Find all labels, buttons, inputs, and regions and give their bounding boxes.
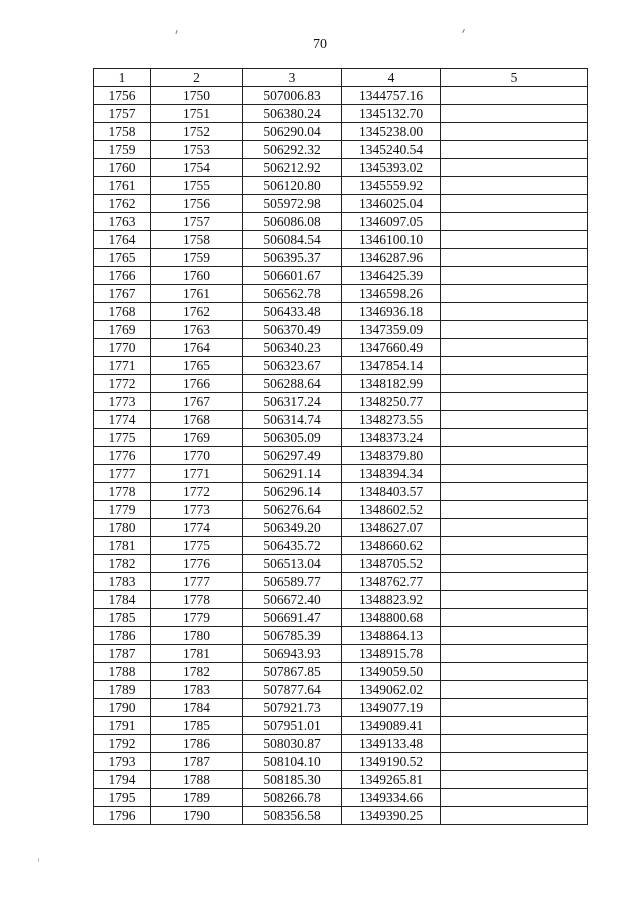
table-row: [94, 555, 588, 573]
x-coordinate-cell: 505972.98: [243, 195, 342, 213]
row-number-cell: 1776: [94, 447, 151, 465]
y-coordinate-cell: 1347660.49: [342, 339, 441, 357]
row-number-cell: 1775: [94, 429, 151, 447]
note-cell: [441, 789, 588, 807]
x-coordinate-cell: 506323.67: [243, 357, 342, 375]
y-coordinate-cell: 1349265.81: [342, 771, 441, 789]
point-number-cell: 1750: [151, 87, 243, 105]
point-number-cell: 1753: [151, 141, 243, 159]
table-row: [94, 771, 588, 789]
table-row: [94, 231, 588, 249]
row-number-cell: 1795: [94, 789, 151, 807]
point-number-cell: 1773: [151, 501, 243, 519]
y-coordinate-cell: 1348915.78: [342, 645, 441, 663]
point-number-cell: 1781: [151, 645, 243, 663]
note-cell: [441, 465, 588, 483]
x-coordinate-cell: 506589.77: [243, 573, 342, 591]
note-cell: [441, 303, 588, 321]
table-row: [94, 285, 588, 303]
table-row: [94, 465, 588, 483]
y-coordinate-cell: 1348394.34: [342, 465, 441, 483]
scan-mark-bottom: [38, 858, 39, 862]
row-number-cell: 1773: [94, 393, 151, 411]
column-header-2: 2: [151, 69, 243, 87]
table-row: [94, 573, 588, 591]
note-cell: [441, 339, 588, 357]
point-number-cell: 1789: [151, 789, 243, 807]
x-coordinate-cell: 506340.23: [243, 339, 342, 357]
point-number-cell: 1764: [151, 339, 243, 357]
note-cell: [441, 483, 588, 501]
table-row: [94, 609, 588, 627]
note-cell: [441, 735, 588, 753]
y-coordinate-cell: 1346287.96: [342, 249, 441, 267]
row-number-cell: 1772: [94, 375, 151, 393]
point-number-cell: 1786: [151, 735, 243, 753]
table-header-row: [94, 69, 588, 87]
y-coordinate-cell: 1347359.09: [342, 321, 441, 339]
table-row: [94, 717, 588, 735]
table-row: [94, 753, 588, 771]
y-coordinate-cell: 1348762.77: [342, 573, 441, 591]
x-coordinate-cell: 506276.64: [243, 501, 342, 519]
row-number-cell: 1791: [94, 717, 151, 735]
point-number-cell: 1757: [151, 213, 243, 231]
table-row: [94, 87, 588, 105]
table-row: [94, 393, 588, 411]
note-cell: [441, 807, 588, 825]
y-coordinate-cell: 1347854.14: [342, 357, 441, 375]
table-row: [94, 807, 588, 825]
row-number-cell: 1757: [94, 105, 151, 123]
point-number-cell: 1756: [151, 195, 243, 213]
row-number-cell: 1794: [94, 771, 151, 789]
row-number-cell: 1789: [94, 681, 151, 699]
y-coordinate-cell: 1348182.99: [342, 375, 441, 393]
note-cell: [441, 429, 588, 447]
y-coordinate-cell: 1345559.92: [342, 177, 441, 195]
y-coordinate-cell: 1345240.54: [342, 141, 441, 159]
row-number-cell: 1758: [94, 123, 151, 141]
x-coordinate-cell: 508030.87: [243, 735, 342, 753]
point-number-cell: 1751: [151, 105, 243, 123]
note-cell: [441, 411, 588, 429]
row-number-cell: 1768: [94, 303, 151, 321]
row-number-cell: 1765: [94, 249, 151, 267]
note-cell: [441, 393, 588, 411]
x-coordinate-cell: 506291.14: [243, 465, 342, 483]
note-cell: [441, 123, 588, 141]
y-coordinate-cell: 1345238.00: [342, 123, 441, 141]
point-number-cell: 1754: [151, 159, 243, 177]
point-number-cell: 1767: [151, 393, 243, 411]
x-coordinate-cell: 506672.40: [243, 591, 342, 609]
row-number-cell: 1774: [94, 411, 151, 429]
row-number-cell: 1767: [94, 285, 151, 303]
row-number-cell: 1764: [94, 231, 151, 249]
y-coordinate-cell: 1346097.05: [342, 213, 441, 231]
table-row: [94, 537, 588, 555]
x-coordinate-cell: 506292.32: [243, 141, 342, 159]
table-row: [94, 249, 588, 267]
table-row: [94, 321, 588, 339]
note-cell: [441, 501, 588, 519]
x-coordinate-cell: 506380.24: [243, 105, 342, 123]
x-coordinate-cell: 506314.74: [243, 411, 342, 429]
table-row: [94, 267, 588, 285]
table-row: [94, 123, 588, 141]
table-row: [94, 447, 588, 465]
note-cell: [441, 195, 588, 213]
note-cell: [441, 645, 588, 663]
y-coordinate-cell: 1348250.77: [342, 393, 441, 411]
x-coordinate-cell: 506433.48: [243, 303, 342, 321]
x-coordinate-cell: 506317.24: [243, 393, 342, 411]
row-number-cell: 1756: [94, 87, 151, 105]
point-number-cell: 1768: [151, 411, 243, 429]
note-cell: [441, 519, 588, 537]
note-cell: [441, 357, 588, 375]
note-cell: [441, 321, 588, 339]
y-coordinate-cell: 1348627.07: [342, 519, 441, 537]
x-coordinate-cell: 506288.64: [243, 375, 342, 393]
note-cell: [441, 609, 588, 627]
table-row: [94, 141, 588, 159]
y-coordinate-cell: 1349077.19: [342, 699, 441, 717]
table-row: [94, 213, 588, 231]
x-coordinate-cell: 506086.08: [243, 213, 342, 231]
y-coordinate-cell: 1346025.04: [342, 195, 441, 213]
point-number-cell: 1752: [151, 123, 243, 141]
row-number-cell: 1780: [94, 519, 151, 537]
table-row: [94, 519, 588, 537]
y-coordinate-cell: 1349062.02: [342, 681, 441, 699]
table-row: [94, 429, 588, 447]
table-body: [94, 87, 588, 825]
row-number-cell: 1763: [94, 213, 151, 231]
table-row: [94, 483, 588, 501]
x-coordinate-cell: 507951.01: [243, 717, 342, 735]
note-cell: [441, 681, 588, 699]
table-row: [94, 411, 588, 429]
row-number-cell: 1787: [94, 645, 151, 663]
row-number-cell: 1784: [94, 591, 151, 609]
note-cell: [441, 159, 588, 177]
page-number: 70: [313, 37, 327, 52]
x-coordinate-cell: 507867.85: [243, 663, 342, 681]
note-cell: [441, 267, 588, 285]
point-number-cell: 1778: [151, 591, 243, 609]
y-coordinate-cell: 1348823.92: [342, 591, 441, 609]
point-number-cell: 1782: [151, 663, 243, 681]
table-row: [94, 159, 588, 177]
point-number-cell: 1785: [151, 717, 243, 735]
row-number-cell: 1777: [94, 465, 151, 483]
table-row: [94, 645, 588, 663]
table-row: [94, 177, 588, 195]
y-coordinate-cell: 1348602.52: [342, 501, 441, 519]
point-number-cell: 1775: [151, 537, 243, 555]
y-coordinate-cell: 1346425.39: [342, 267, 441, 285]
x-coordinate-cell: 506601.67: [243, 267, 342, 285]
x-coordinate-cell: 508266.78: [243, 789, 342, 807]
x-coordinate-cell: 506370.49: [243, 321, 342, 339]
x-coordinate-cell: 506691.47: [243, 609, 342, 627]
table-row: [94, 303, 588, 321]
row-number-cell: 1790: [94, 699, 151, 717]
y-coordinate-cell: 1348403.57: [342, 483, 441, 501]
y-coordinate-cell: 1348864.13: [342, 627, 441, 645]
note-cell: [441, 447, 588, 465]
table-row: [94, 681, 588, 699]
note-cell: [441, 771, 588, 789]
scan-mark-right: [462, 29, 465, 33]
point-number-cell: 1763: [151, 321, 243, 339]
point-number-cell: 1790: [151, 807, 243, 825]
table-row: [94, 789, 588, 807]
note-cell: [441, 285, 588, 303]
x-coordinate-cell: 506305.09: [243, 429, 342, 447]
note-cell: [441, 213, 588, 231]
y-coordinate-cell: 1349089.41: [342, 717, 441, 735]
note-cell: [441, 231, 588, 249]
x-coordinate-cell: 507877.64: [243, 681, 342, 699]
row-number-cell: 1796: [94, 807, 151, 825]
x-coordinate-cell: 506297.49: [243, 447, 342, 465]
column-header-3: 3: [243, 69, 342, 87]
y-coordinate-cell: 1348379.80: [342, 447, 441, 465]
note-cell: [441, 177, 588, 195]
row-number-cell: 1779: [94, 501, 151, 519]
row-number-cell: 1769: [94, 321, 151, 339]
x-coordinate-cell: 506212.92: [243, 159, 342, 177]
row-number-cell: 1782: [94, 555, 151, 573]
x-coordinate-cell: 506290.04: [243, 123, 342, 141]
point-number-cell: 1758: [151, 231, 243, 249]
point-number-cell: 1774: [151, 519, 243, 537]
note-cell: [441, 699, 588, 717]
note-cell: [441, 591, 588, 609]
y-coordinate-cell: 1349133.48: [342, 735, 441, 753]
x-coordinate-cell: 506785.39: [243, 627, 342, 645]
x-coordinate-cell: 508356.58: [243, 807, 342, 825]
y-coordinate-cell: 1348660.62: [342, 537, 441, 555]
note-cell: [441, 573, 588, 591]
x-coordinate-cell: 506084.54: [243, 231, 342, 249]
x-coordinate-cell: 507921.73: [243, 699, 342, 717]
point-number-cell: 1777: [151, 573, 243, 591]
table-row: [94, 591, 588, 609]
table-row: [94, 357, 588, 375]
y-coordinate-cell: 1346100.10: [342, 231, 441, 249]
y-coordinate-cell: 1345393.02: [342, 159, 441, 177]
y-coordinate-cell: 1348273.55: [342, 411, 441, 429]
table-row: [94, 105, 588, 123]
y-coordinate-cell: 1344757.16: [342, 87, 441, 105]
row-number-cell: 1762: [94, 195, 151, 213]
row-number-cell: 1785: [94, 609, 151, 627]
x-coordinate-cell: 507006.83: [243, 87, 342, 105]
note-cell: [441, 141, 588, 159]
x-coordinate-cell: 508185.30: [243, 771, 342, 789]
point-number-cell: 1783: [151, 681, 243, 699]
note-cell: [441, 717, 588, 735]
note-cell: [441, 537, 588, 555]
column-header-4: 4: [342, 69, 441, 87]
y-coordinate-cell: 1349390.25: [342, 807, 441, 825]
table-row: [94, 501, 588, 519]
x-coordinate-cell: 506435.72: [243, 537, 342, 555]
x-coordinate-cell: 506943.93: [243, 645, 342, 663]
scan-mark-left: [175, 30, 177, 34]
note-cell: [441, 87, 588, 105]
x-coordinate-cell: 508104.10: [243, 753, 342, 771]
point-number-cell: 1779: [151, 609, 243, 627]
y-coordinate-cell: 1346936.18: [342, 303, 441, 321]
row-number-cell: 1786: [94, 627, 151, 645]
row-number-cell: 1792: [94, 735, 151, 753]
table-row: [94, 627, 588, 645]
point-number-cell: 1784: [151, 699, 243, 717]
point-number-cell: 1769: [151, 429, 243, 447]
y-coordinate-cell: 1345132.70: [342, 105, 441, 123]
note-cell: [441, 249, 588, 267]
x-coordinate-cell: 506562.78: [243, 285, 342, 303]
table-row: [94, 375, 588, 393]
point-number-cell: 1760: [151, 267, 243, 285]
note-cell: [441, 105, 588, 123]
row-number-cell: 1783: [94, 573, 151, 591]
point-number-cell: 1755: [151, 177, 243, 195]
point-number-cell: 1771: [151, 465, 243, 483]
point-number-cell: 1772: [151, 483, 243, 501]
y-coordinate-cell: 1349334.66: [342, 789, 441, 807]
row-number-cell: 1760: [94, 159, 151, 177]
x-coordinate-cell: 506296.14: [243, 483, 342, 501]
point-number-cell: 1780: [151, 627, 243, 645]
note-cell: [441, 753, 588, 771]
y-coordinate-cell: 1348800.68: [342, 609, 441, 627]
table-row: [94, 699, 588, 717]
x-coordinate-cell: 506120.80: [243, 177, 342, 195]
row-number-cell: 1771: [94, 357, 151, 375]
coordinates-table: [93, 68, 588, 825]
point-number-cell: 1776: [151, 555, 243, 573]
row-number-cell: 1759: [94, 141, 151, 159]
note-cell: [441, 627, 588, 645]
point-number-cell: 1761: [151, 285, 243, 303]
point-number-cell: 1762: [151, 303, 243, 321]
note-cell: [441, 663, 588, 681]
y-coordinate-cell: 1348705.52: [342, 555, 441, 573]
row-number-cell: 1788: [94, 663, 151, 681]
row-number-cell: 1778: [94, 483, 151, 501]
point-number-cell: 1787: [151, 753, 243, 771]
point-number-cell: 1765: [151, 357, 243, 375]
y-coordinate-cell: 1349190.52: [342, 753, 441, 771]
y-coordinate-cell: 1348373.24: [342, 429, 441, 447]
point-number-cell: 1766: [151, 375, 243, 393]
table-row: [94, 663, 588, 681]
y-coordinate-cell: 1346598.26: [342, 285, 441, 303]
table-row: [94, 195, 588, 213]
row-number-cell: 1793: [94, 753, 151, 771]
table-row: [94, 735, 588, 753]
x-coordinate-cell: 506513.04: [243, 555, 342, 573]
point-number-cell: 1788: [151, 771, 243, 789]
x-coordinate-cell: 506349.20: [243, 519, 342, 537]
note-cell: [441, 555, 588, 573]
point-number-cell: 1770: [151, 447, 243, 465]
row-number-cell: 1781: [94, 537, 151, 555]
x-coordinate-cell: 506395.37: [243, 249, 342, 267]
note-cell: [441, 375, 588, 393]
y-coordinate-cell: 1349059.50: [342, 663, 441, 681]
point-number-cell: 1759: [151, 249, 243, 267]
column-header-5: 5: [441, 69, 588, 87]
row-number-cell: 1770: [94, 339, 151, 357]
row-number-cell: 1766: [94, 267, 151, 285]
column-header-1: 1: [94, 69, 151, 87]
row-number-cell: 1761: [94, 177, 151, 195]
table-row: [94, 339, 588, 357]
